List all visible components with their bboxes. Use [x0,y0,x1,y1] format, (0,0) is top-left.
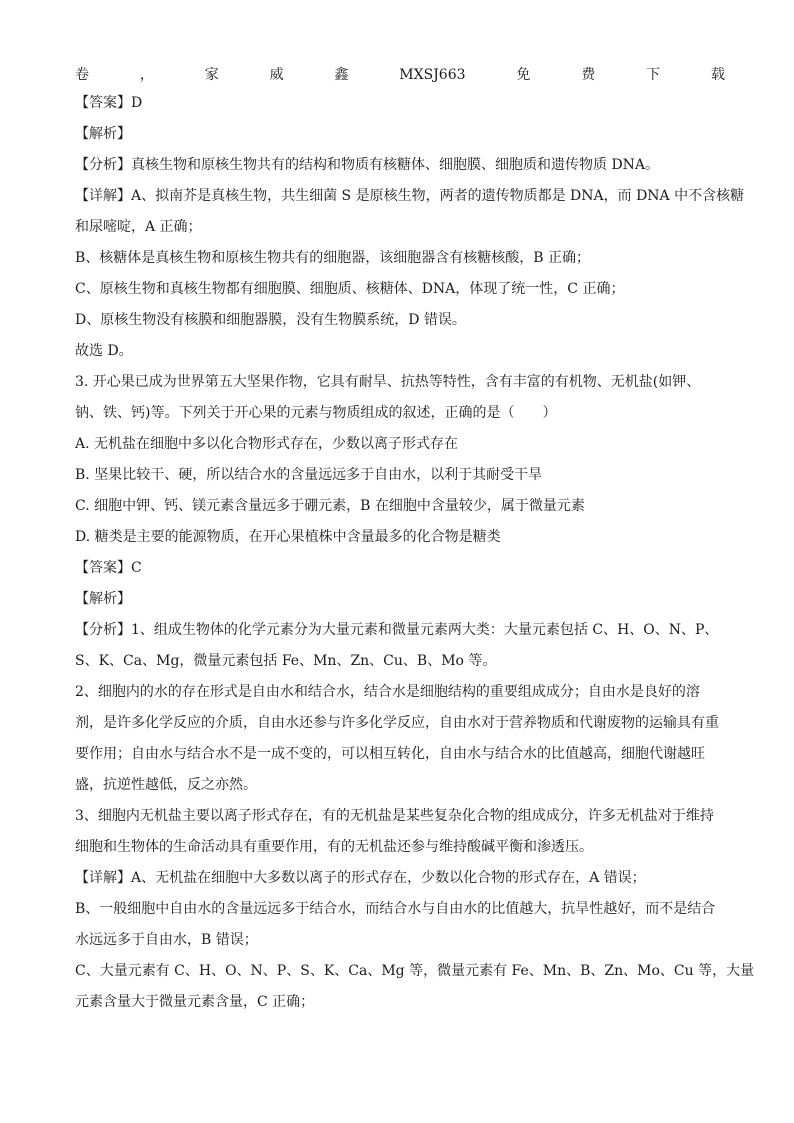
option-d: D. 糖类是主要的能源物质，在开心果植株中含量最多的化合物是糖类 [75,529,501,545]
answer-label: 【答案】C [75,560,142,576]
text-line: 【详解】A、拟南芥是真核生物，共生细菌 S 是原核生物，两者的遗传物质都是 DNA，而 DNA 中不含核糖 [75,188,745,204]
header-token: 免 [516,67,531,83]
header-watermark-row [75,62,725,88]
text-line: S、K、Ca、Mg，微量元素包括 Fe、Mn、Zn、Cu、B、Mo 等。 [75,653,497,669]
text-line: 【详解】A、无机盐在细胞中大多数以离子的形式存在，少数以化合物的形式存在，A 错误； [75,870,646,886]
text-line: 盛，抗逆性越低，反之亦然。 [75,777,257,793]
text-line: 【分析】真核生物和原核生物共有的结构和物质有核糖体、细胞膜、细胞质和遗传物质 DNA。 [75,157,660,173]
text-line: 2、细胞内的水的存在形式是自由水和结合水，结合水是细胞结构的重要组成成分；自由水是良好的溶 [75,684,700,700]
text-line: C、大量元素有 C、H、O、N、P、S、K、Ca、Mg 等，微量元素有 Fe、Mn、B、Zn、Mo、Cu 等，大量 [75,963,755,979]
text-line: 元素含量大于微量元素含量，C 正确； [75,994,315,1010]
question-text: 3. 开心果已成为世界第五大坚果作物，它具有耐旱、抗热等特性，含有丰富的有机物、无机盐(如钾、 [75,374,701,390]
text-line: 要作用；自由水与结合水不是一成不变的，可以相互转化，自由水与结合水的比值越高，细胞代谢越旺 [75,746,705,762]
option-a: A. 无机盐在细胞中多以化合物形式存在，少数以离子形式存在 [75,436,459,452]
header-token: MXSJ663 [399,67,466,83]
header-token: ， [139,67,154,83]
header-token: 载 [710,67,725,83]
text-line: 【分析】1、组成生物体的化学元素分为大量元素和微量元素两大类：大量元素包括 C、H、O、N、P、 [75,622,719,638]
analysis-label: 【解析】 [75,126,131,142]
header-token: 下 [646,67,661,83]
header-token: 鑫 [334,67,349,83]
header-token: 家 [204,67,219,83]
text-line: C、原核生物和真核生物都有细胞膜、细胞质、核糖体、DNA，体现了统一性，C 正确； [75,281,625,297]
text-line: B、核糖体是真核生物和原核生物共有的细胞器，该细胞器含有核糖核酸，B 正确； [75,250,591,266]
option-c: C. 细胞中钾、钙、镁元素含量远多于硼元素，B 在细胞中含量较少，属于微量元素 [75,498,585,514]
text-line: 故选 D。 [75,343,133,359]
text-line: 和尿嘧啶，A 正确； [75,219,202,235]
text-line: 3、细胞内无机盐主要以离子形式存在，有的无机盐是某些复杂化合物的组成成分，许多无机盐对于维持 [75,808,714,824]
document-page [75,62,755,1018]
header-token: 威 [269,67,284,83]
header-token: 卷 [75,67,89,83]
text-line: B、一般细胞中自由水的含量远远多于结合水，而结合水与自由水的比值越大，抗旱性越好，而不是结合 [75,901,716,917]
analysis-label: 【解析】 [75,591,131,607]
text-line: 细胞和生物体的生命活动具有重要作用，有的无机盐还参与维持酸碱平衡和渗透压。 [75,839,593,855]
answer-label: 【答案】D [75,95,143,111]
option-b: B. 坚果比较干、硬，所以结合水的含量远远多于自由水，以利于其耐受干旱 [75,467,543,483]
text-line: 剂，是许多化学反应的介质，自由水还参与许多化学反应，自由水对于营养物质和代谢废物的运输具有重 [75,715,719,731]
header-token: 费 [581,67,596,83]
question-text: 钠、铁、钙)等。下列关于开心果的元素与物质组成的叙述，正确的是（ ） [75,405,557,421]
text-line: 水远远多于自由水，B 错误； [75,932,258,948]
text-line: D、原核生物没有核膜和细胞器膜，没有生物膜系统，D 错误。 [75,312,466,328]
